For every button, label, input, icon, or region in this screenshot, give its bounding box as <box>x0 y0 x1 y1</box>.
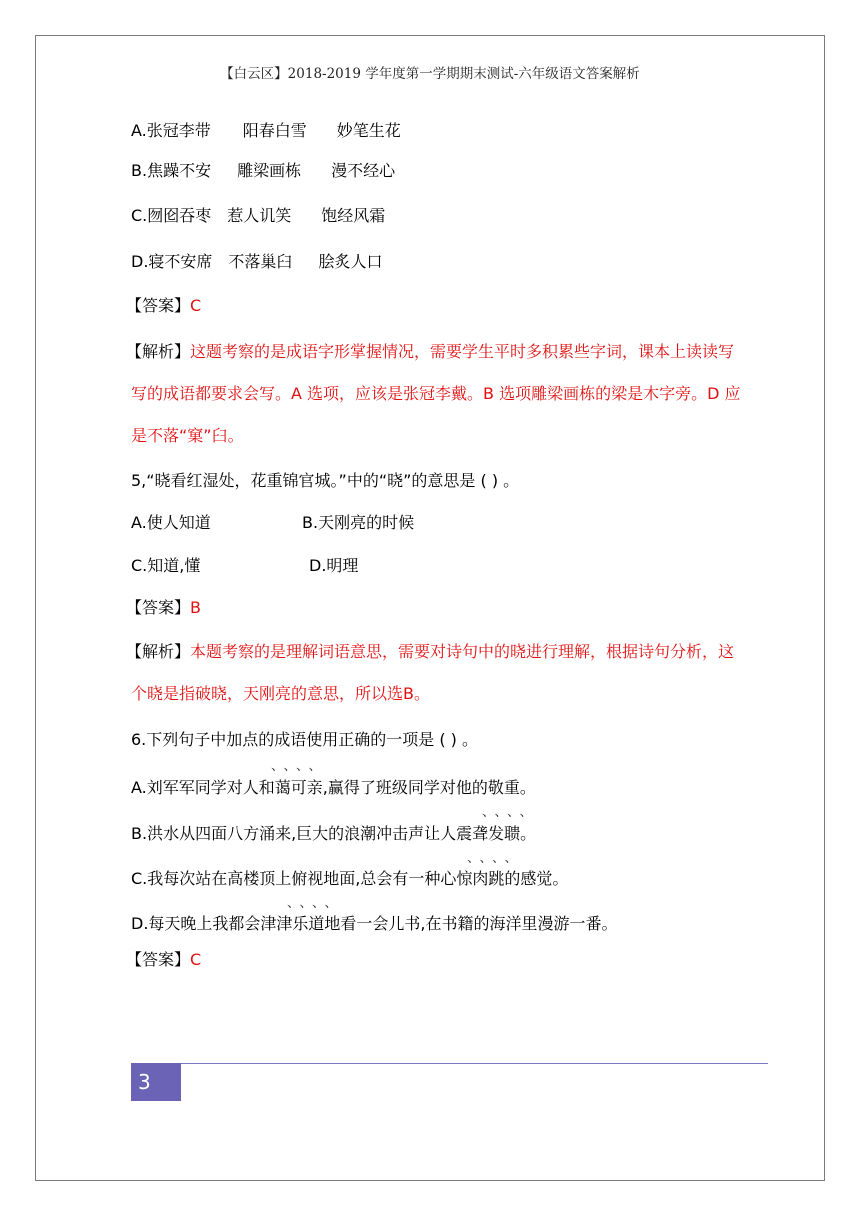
q5-question: 5,“晓看红湿处，花重锦官城。”中的“晓”的意思是 ( ) 。 <box>131 471 520 490</box>
q5-analysis-line-2: 个晓是指破晓，天刚亮的意思，所以选B。 <box>131 684 430 703</box>
q6-option-b: B.洪水从四面八方涌来,巨大的浪潮冲击声让人震聋发聩。 <box>131 824 537 843</box>
q5-option-d: D.明理 <box>309 556 359 575</box>
q4-analysis-line-1: 【解析】这题考察的是成语字形掌握情况，需要学生平时多积累些字词，课本上读读写 <box>126 342 735 361</box>
q4-analysis-line-3: 是不落“窠”臼。 <box>131 426 244 445</box>
q6-answer: 【答案】C <box>126 950 202 969</box>
footer-rule <box>131 1063 768 1064</box>
q4-analysis-line-2: 写的成语都要求会写。A 选项，应该是张冠李戴。B 选项雕梁画栋的梁是木字旁。D 应 <box>131 384 741 403</box>
emphasis-marks-a: 、、、、 <box>271 759 328 774</box>
q4-answer: 【答案】C <box>126 296 202 315</box>
q6-question: 6.下列句子中加点的成语使用正确的一项是 ( ) 。 <box>131 730 479 749</box>
q4-option-a: A.张冠李带 阳春白雪 妙笔生花 <box>131 121 401 140</box>
q5-option-b: B.天刚亮的时候 <box>302 513 415 532</box>
q4-option-d: D.寝不安席 不落巢臼 脍炙人口 <box>131 252 383 271</box>
page-header: 【白云区】2018-2019 学年度第一学期期末测试-六年级语文答案解析 <box>220 66 640 82</box>
q5-analysis-line-1: 【解析】本题考察的是理解词语意思，需要对诗句中的晓进行理解，根据诗句分析，这 <box>126 642 735 661</box>
q4-option-c: C.囫囵吞枣 惹人讥笑 饱经风霜 <box>131 206 386 225</box>
q5-option-c: C.知道,懂 <box>131 556 201 575</box>
q4-option-b: B.焦躁不安 雕梁画栋 漫不经心 <box>131 161 396 180</box>
q5-answer: 【答案】B <box>126 598 201 617</box>
emphasis-marks-b: 、、、、 <box>482 805 539 820</box>
q5-option-a: A.使人知道 <box>131 513 211 532</box>
emphasis-marks-c: 、、、、 <box>467 851 524 866</box>
emphasis-marks-d: 、、、、 <box>287 896 344 911</box>
q6-option-d: D.每天晚上我都会津津乐道地看一会儿书,在书籍的海洋里漫游一番。 <box>131 914 618 933</box>
q6-option-c: C.我每次站在高楼顶上俯视地面,总会有一种心惊肉跳的感觉。 <box>131 869 569 888</box>
page-number-badge: 3 <box>131 1063 181 1101</box>
q6-option-a: A.刘军军同学对人和蔼可亲,赢得了班级同学对他的敬重。 <box>131 778 536 797</box>
